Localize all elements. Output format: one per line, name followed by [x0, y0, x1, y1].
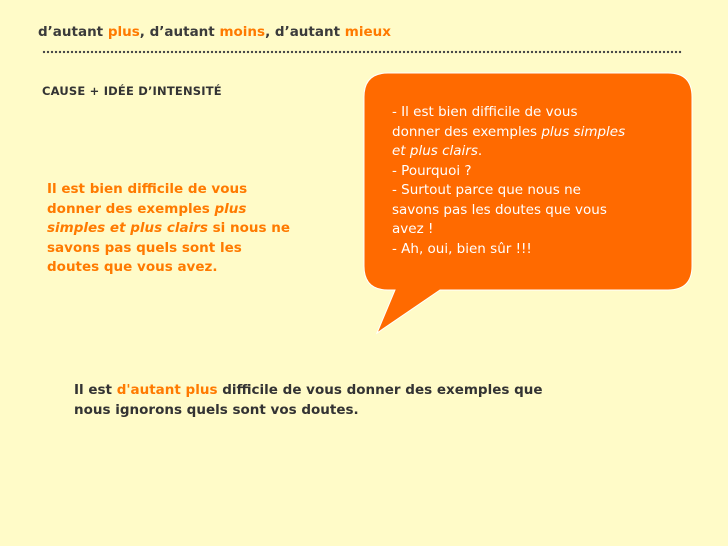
bubble-text-span: donner des exemples	[392, 123, 542, 140]
bubble-line: - Il est bien difficile de vous	[392, 104, 578, 120]
example-text-span: si nous ne	[207, 220, 290, 236]
example-line: savons pas quels sont les	[47, 239, 242, 256]
conclusion-keyword: d'autant plus	[116, 382, 218, 398]
title-part: , d’autant	[139, 24, 220, 40]
bubble-line	[392, 123, 682, 143]
title-part: d’autant	[38, 24, 108, 40]
bubble-emphasis: plus simples	[541, 123, 626, 140]
conclusion-text-span: difficile de vous donner des exemples que	[217, 382, 543, 398]
speech-bubble-text	[392, 103, 682, 259]
conclusion-line	[74, 381, 674, 401]
example-line	[47, 219, 347, 239]
example-text-span: donner des exemples	[47, 200, 215, 217]
bubble-line: avez !	[392, 221, 434, 237]
bubble-line: savons pas les doutes que vous	[392, 201, 607, 218]
title-keyword-mieux: mieux	[344, 24, 391, 40]
example-emphasis: simples et plus clairs	[47, 220, 208, 236]
example-line	[47, 200, 347, 220]
example-line: doutes que vous avez.	[47, 259, 218, 275]
bubble-line	[392, 142, 682, 162]
bubble-line: - Surtout parce que nous ne	[392, 182, 581, 198]
conclusion-sentence	[74, 381, 674, 420]
bubble-line: - Ah, oui, bien sûr !!!	[392, 240, 532, 257]
bubble-line: - Pourquoi ?	[392, 162, 472, 179]
bubble-emphasis: et plus clairs	[392, 143, 478, 159]
title-part: , d’autant	[265, 24, 345, 40]
conclusion-text-span: Il est	[74, 382, 117, 398]
example-sentence	[47, 180, 347, 278]
conclusion-line: nous ignorons quels sont vos doutes.	[74, 401, 359, 418]
example-emphasis: plus	[214, 200, 247, 217]
title-keyword-moins: moins	[219, 24, 266, 40]
bubble-text-span: .	[477, 143, 483, 159]
section-subtitle: CAUSE + IDÉE D’INTENSITÉ	[42, 84, 222, 98]
title-keyword-plus: plus	[107, 24, 140, 40]
example-line: Il est bien difficile de vous	[47, 181, 248, 197]
